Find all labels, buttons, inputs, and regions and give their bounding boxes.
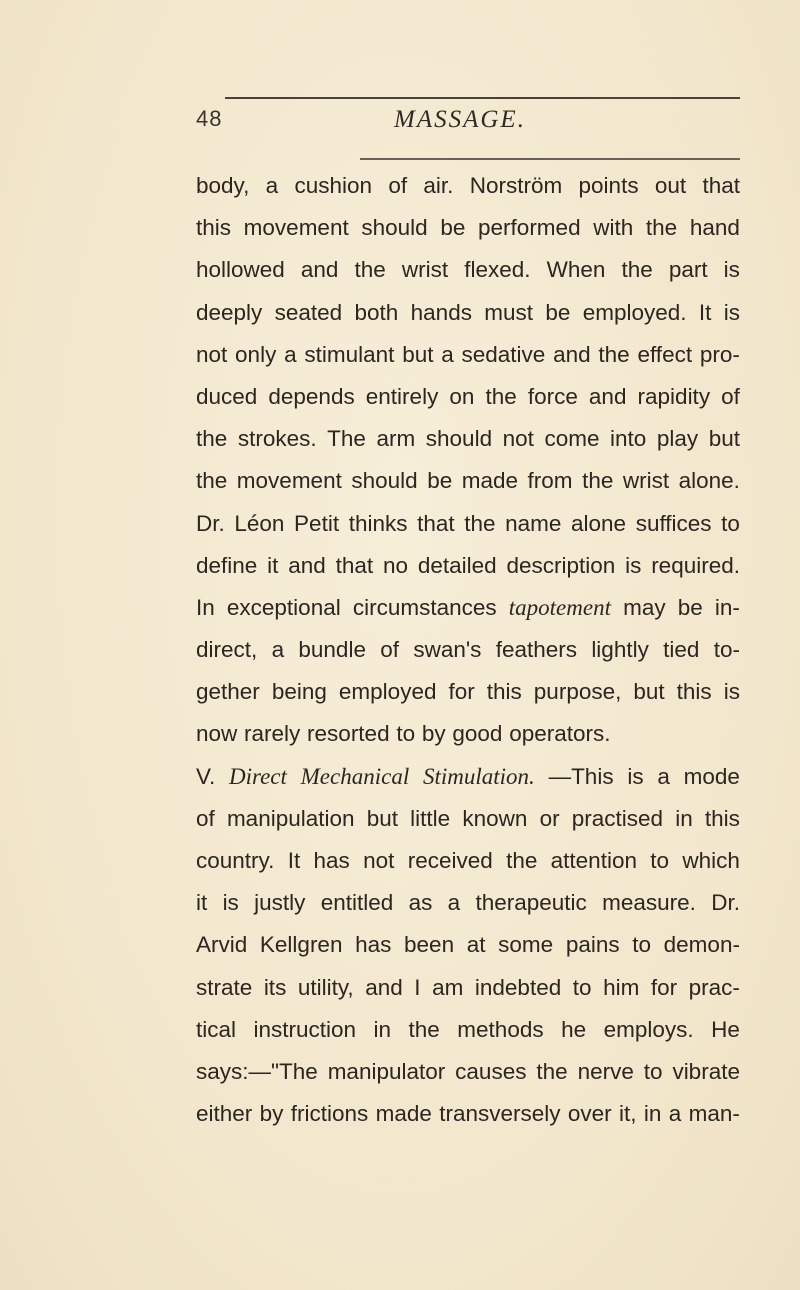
word: swan's	[413, 637, 482, 663]
word: both	[354, 299, 399, 325]
word: causes	[455, 1058, 527, 1084]
word: Norström	[469, 173, 563, 198]
word: but	[402, 341, 434, 367]
word: When	[546, 257, 606, 283]
word: of	[721, 383, 740, 409]
word: Léon	[234, 510, 285, 536]
word: is	[723, 257, 740, 283]
word: good	[452, 721, 503, 747]
word: that	[417, 510, 455, 536]
word: at	[466, 932, 486, 958]
word: is	[723, 679, 740, 705]
word: received	[407, 848, 493, 873]
word: seated	[274, 299, 343, 325]
word: some	[498, 932, 554, 958]
word: but	[366, 805, 398, 831]
word: the	[621, 257, 653, 283]
word: to	[650, 848, 670, 873]
italic-word: Stimulation.	[422, 763, 535, 789]
word: of	[380, 637, 400, 663]
word: therapeutic	[475, 890, 587, 916]
word: mode	[683, 763, 740, 789]
word: strate	[196, 974, 253, 1000]
word: as	[408, 890, 433, 916]
word: points	[578, 173, 639, 198]
word: out	[654, 173, 687, 198]
word: direct,	[196, 637, 258, 663]
word: over	[567, 1101, 612, 1127]
word: rarely	[244, 721, 301, 747]
word: it	[196, 890, 208, 916]
text-line	[196, 967, 740, 1009]
word: it	[267, 552, 279, 578]
word: employs.	[603, 1016, 694, 1042]
word: the	[582, 468, 614, 494]
word: not	[502, 426, 534, 452]
page-number: 48	[196, 106, 223, 131]
word: he	[561, 1016, 587, 1042]
word: entitled	[320, 890, 394, 916]
word: it,	[619, 1101, 637, 1127]
word: not	[196, 341, 228, 367]
word: exceptional	[226, 594, 341, 620]
word: indebted	[474, 974, 562, 1000]
italic-word: tapotement	[508, 594, 611, 620]
word: —This	[548, 763, 614, 789]
word: being	[271, 679, 327, 705]
word: required.	[651, 552, 740, 578]
word: suffices	[635, 510, 712, 536]
word: gether	[196, 679, 260, 705]
word: am	[432, 974, 464, 1000]
word: should	[351, 468, 418, 494]
word: Dr.	[196, 510, 225, 536]
word: name	[505, 510, 562, 536]
text-line	[196, 207, 740, 249]
word: entirely	[365, 383, 439, 409]
word: employed	[338, 679, 437, 705]
word: the	[536, 1058, 568, 1084]
word: a	[265, 173, 279, 198]
word: a	[447, 890, 461, 916]
word: force	[527, 383, 578, 409]
text-line	[196, 292, 740, 334]
header-rule-bottom	[360, 158, 740, 160]
word: and	[288, 552, 326, 578]
word: V.	[196, 763, 216, 789]
word: to	[643, 1058, 663, 1084]
word: deeply	[196, 299, 263, 325]
word: and	[553, 341, 591, 367]
word: on	[449, 383, 475, 409]
word: attention	[550, 848, 637, 873]
text-line	[196, 1051, 740, 1093]
text-line	[196, 503, 740, 545]
word: to	[632, 932, 652, 958]
word: manipulator	[327, 1058, 446, 1084]
body-text	[196, 165, 740, 1135]
word: duced	[196, 383, 258, 409]
word: should	[361, 215, 428, 241]
word: a	[271, 637, 285, 663]
word: made	[375, 1101, 432, 1127]
word: Arvid	[196, 932, 248, 958]
word: detailed	[417, 552, 497, 578]
word: movement	[243, 215, 349, 241]
word: has	[355, 932, 392, 958]
word: operators.	[509, 721, 611, 747]
word: now	[196, 721, 238, 747]
text-line	[196, 882, 740, 924]
word: no	[382, 552, 408, 578]
word: manipulation	[226, 805, 355, 831]
word: the	[354, 257, 386, 283]
word: a	[441, 341, 454, 367]
word: in	[675, 805, 693, 831]
word: into	[610, 426, 647, 452]
word: a	[284, 341, 297, 367]
word: demon-	[663, 932, 740, 958]
word: transversely	[439, 1101, 561, 1127]
word: employed.	[582, 299, 687, 325]
word: either	[196, 1101, 253, 1127]
word: been	[404, 932, 455, 958]
word: country.	[196, 848, 275, 873]
text-line	[196, 924, 740, 966]
word: of	[388, 173, 408, 198]
word: utility,	[297, 974, 354, 1000]
word: be	[677, 594, 703, 620]
text-line	[196, 1093, 740, 1135]
word: cushion	[294, 173, 373, 198]
word: depends	[268, 383, 355, 409]
word: of	[196, 805, 215, 831]
word: only	[235, 341, 277, 367]
word: play	[656, 426, 699, 452]
word: the	[485, 383, 517, 409]
word: and	[365, 974, 403, 1000]
word: be	[427, 468, 453, 494]
word: description	[506, 552, 616, 578]
word: and	[300, 257, 339, 283]
word: the	[196, 468, 228, 494]
word: this	[486, 679, 522, 705]
text-line	[196, 249, 740, 291]
word: the	[506, 848, 538, 873]
word: The	[327, 426, 366, 452]
word: rapidity	[637, 383, 711, 409]
text-line	[196, 756, 740, 798]
word: and	[588, 383, 627, 409]
word: has	[313, 848, 350, 873]
word: from	[527, 468, 573, 494]
word: known	[462, 805, 528, 831]
word: stimulant	[304, 341, 395, 367]
word: which	[682, 848, 740, 873]
word: tical	[196, 1016, 237, 1042]
word: the	[598, 341, 630, 367]
word: sedative	[461, 341, 546, 367]
word: Dr.	[711, 890, 740, 916]
word: be	[440, 215, 466, 241]
word: this	[704, 805, 740, 831]
word: a	[668, 1101, 682, 1127]
word: for	[650, 974, 678, 1000]
word: may	[623, 594, 666, 620]
word: In	[196, 594, 215, 620]
word: alone.	[678, 468, 740, 494]
word: in-	[714, 594, 740, 620]
word: not	[363, 848, 395, 873]
word: I	[414, 974, 421, 1000]
word: the	[464, 510, 496, 536]
word: vibrate	[672, 1058, 740, 1084]
word: man-	[688, 1101, 740, 1127]
word: performed	[478, 215, 581, 241]
word: by	[421, 721, 446, 747]
word: is	[625, 552, 642, 578]
word: measure.	[602, 890, 696, 916]
word: alone	[571, 510, 627, 536]
word: strokes.	[237, 426, 317, 452]
word: or	[539, 805, 560, 831]
text-line	[196, 460, 740, 502]
text-line	[196, 334, 740, 376]
word: the	[408, 1016, 440, 1042]
word: to	[721, 510, 740, 536]
word: pains	[565, 932, 620, 958]
word: hand	[689, 215, 740, 241]
word: air.	[423, 173, 454, 198]
word: with	[593, 215, 634, 241]
word: flexed.	[464, 257, 531, 283]
word: practised	[571, 805, 664, 831]
word: feathers	[495, 637, 578, 663]
text-line	[196, 418, 740, 460]
word: movement	[236, 468, 342, 494]
text-line	[196, 376, 740, 418]
word: this	[676, 679, 712, 705]
text-line	[196, 671, 740, 713]
text-line	[196, 840, 740, 882]
word: methods	[457, 1016, 544, 1042]
word: lightly	[591, 637, 649, 663]
word: effect	[637, 341, 693, 367]
word: part	[668, 257, 708, 283]
word: is	[627, 763, 644, 789]
word: but	[633, 679, 665, 705]
word: to-	[713, 637, 740, 663]
word: says:—"The	[196, 1058, 318, 1084]
word: purpose,	[533, 679, 622, 705]
word: is	[723, 299, 740, 325]
word: Petit	[294, 510, 340, 536]
word: hollowed	[196, 257, 285, 283]
word: should	[425, 426, 493, 452]
word: thinks	[348, 510, 408, 536]
word: the	[196, 426, 228, 452]
text-line	[196, 545, 740, 587]
word: wrist	[622, 468, 670, 494]
word: its	[263, 974, 287, 1000]
word: arm	[376, 426, 416, 452]
italic-word: Direct	[228, 763, 287, 789]
word: pro-	[699, 341, 740, 367]
text-line	[196, 165, 740, 207]
word: to	[396, 721, 416, 747]
word: resorted	[307, 721, 390, 747]
word: in	[643, 1101, 662, 1127]
word: that	[335, 552, 374, 578]
word: It	[287, 848, 301, 873]
word: come	[544, 426, 600, 452]
italic-word: Mechanical	[300, 763, 410, 789]
word: but	[708, 426, 740, 452]
text-line	[196, 629, 740, 671]
word: instruction	[253, 1016, 357, 1042]
word: in	[373, 1016, 392, 1042]
word: tied	[663, 637, 700, 663]
word: justly	[254, 890, 306, 916]
word: for	[448, 679, 475, 705]
word: nerve	[577, 1058, 634, 1084]
word: Kellgren	[259, 932, 343, 958]
word: by	[259, 1101, 284, 1127]
word: body,	[196, 173, 250, 198]
word: frictions	[290, 1101, 369, 1127]
word: a	[657, 763, 670, 789]
running-title: MASSAGE.	[394, 106, 526, 133]
word: wrist	[401, 257, 449, 283]
word: bundle	[298, 637, 366, 663]
word: him	[603, 974, 640, 1000]
word: be	[545, 299, 571, 325]
word: the	[645, 215, 678, 241]
word: define	[196, 552, 258, 578]
word: this	[196, 215, 232, 241]
word: hands	[410, 299, 472, 325]
header-rule-top	[225, 97, 740, 99]
text-line	[196, 798, 740, 840]
word: circumstances	[352, 594, 497, 620]
text-line	[196, 1009, 740, 1051]
word: to	[572, 974, 592, 1000]
word: prac-	[688, 974, 740, 1000]
word: made	[461, 468, 519, 494]
text-line	[196, 713, 740, 755]
word: that	[702, 173, 740, 198]
word: He	[711, 1016, 740, 1042]
text-line	[196, 587, 740, 629]
word: is	[222, 890, 239, 916]
word: It	[698, 299, 712, 325]
word: little	[410, 805, 451, 831]
word: must	[484, 299, 534, 325]
